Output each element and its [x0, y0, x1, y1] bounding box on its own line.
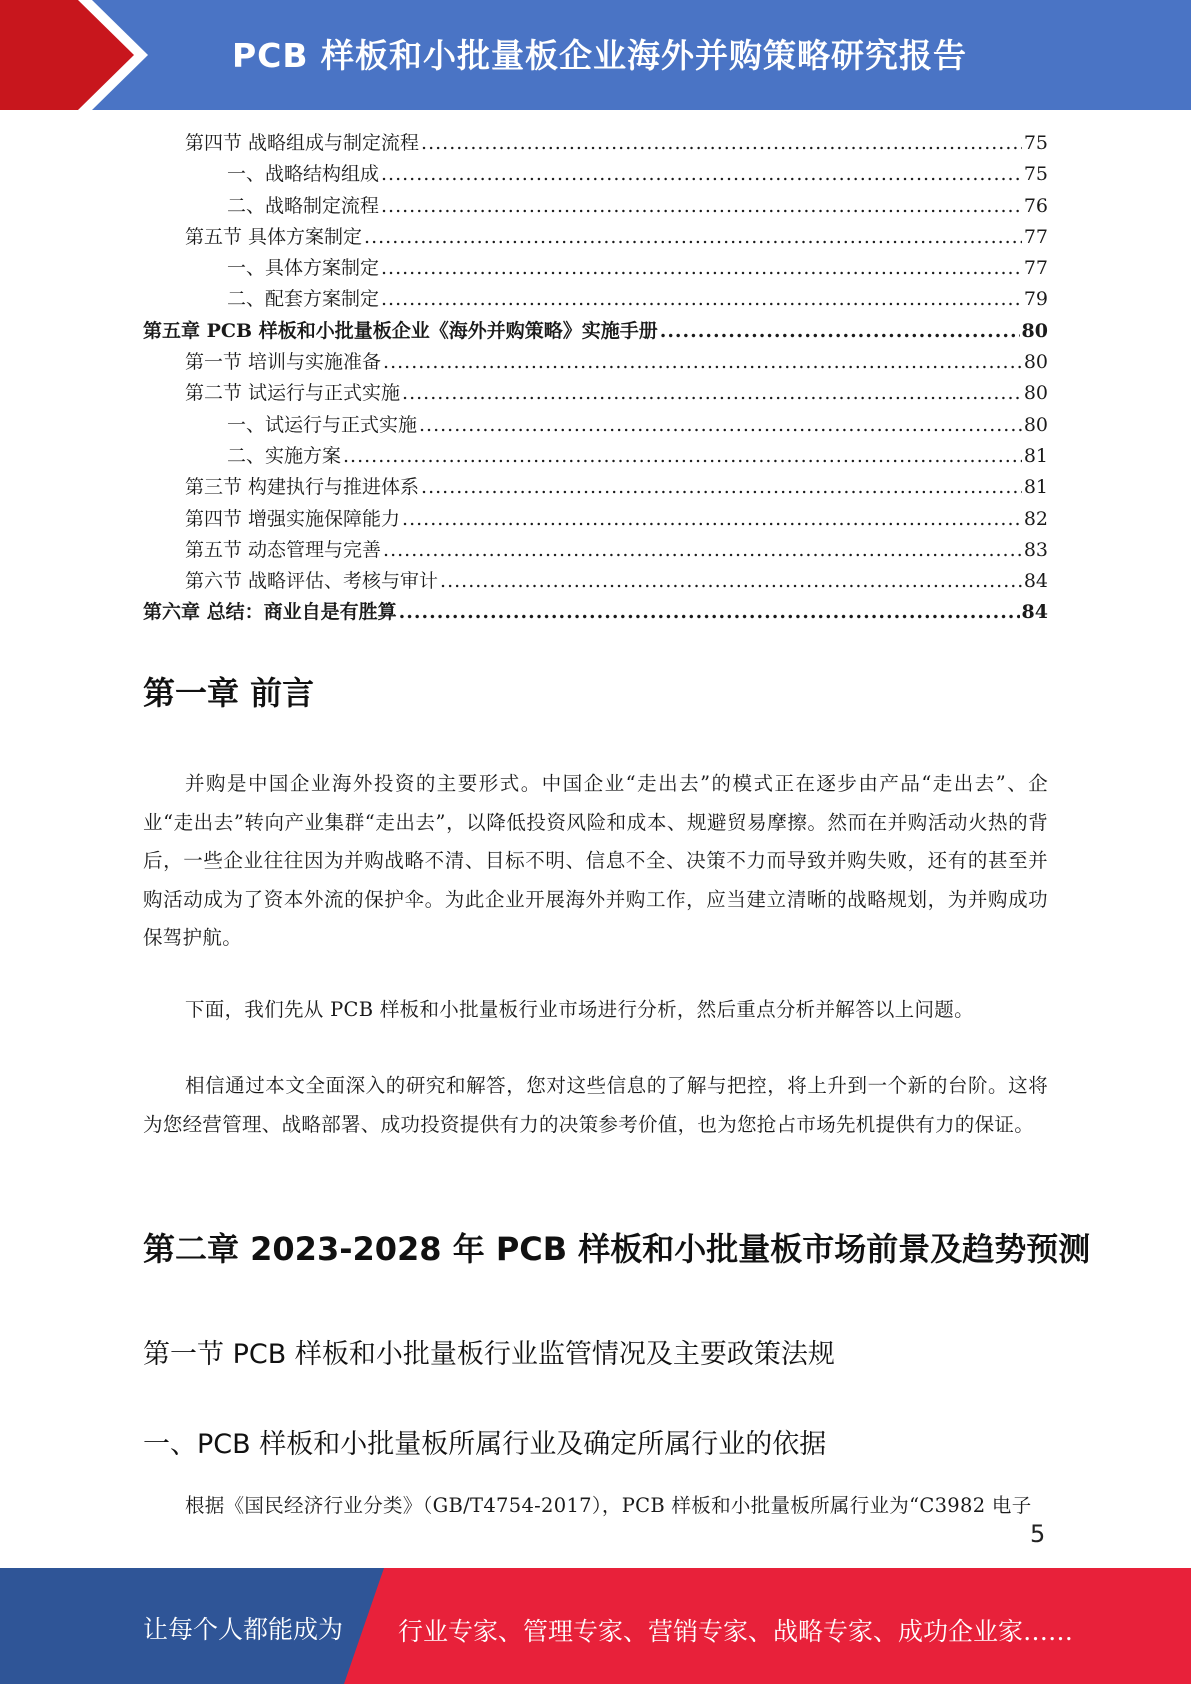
toc-dot-leader: [383, 347, 1022, 378]
toc-dot-leader: [402, 504, 1022, 535]
toc-entry-page: 75: [1023, 163, 1048, 186]
page-number: 5: [1030, 1520, 1046, 1548]
toc-dot-leader: [421, 472, 1022, 503]
toc-entry-title: 第六节 战略评估、考核与审计: [185, 570, 439, 593]
table-of-contents: [143, 128, 1048, 629]
toc-dot-leader: [419, 410, 1022, 441]
toc-dot-leader: [440, 566, 1022, 597]
footer-slogan-left: 让每个人都能成为: [143, 1615, 344, 1644]
toc-entry[interactable]: [143, 472, 1048, 503]
chapter1-paragraph-1: 并购是中国企业海外投资的主要形式。中国企业“走出去”的模式正在逐步由产品“走出去”、企业“走出去”转向产业集群“走出去”，以降低投资风险和成本、规避贸易摩擦。然而在并购活动火热的背后，一些企业往往因为并购战略不清、目标不明、信息不全、决策不力而导致并购失败，还有的甚至并购活动成为了资本外流的保护伞。为此企业开展海外并购工作，应当建立清晰的战略规划，为并购成功保驾护航。: [143, 772, 1048, 949]
toc-entry[interactable]: [143, 597, 1048, 628]
subsection1-paragraph-1: 根据《国民经济行业分类》（GB/T4754-2017），PCB 样板和小批量板所属行业为“C3982 电子: [185, 1494, 1032, 1517]
toc-entry-page: 81: [1023, 476, 1048, 499]
section1-title: 第一节 PCB 样板和小批量板行业监管情况及主要政策法规: [143, 1339, 835, 1370]
toc-entry[interactable]: [143, 535, 1048, 566]
toc-entry-page: 80: [1023, 382, 1048, 405]
toc-entry[interactable]: [143, 316, 1048, 347]
toc-entry[interactable]: [143, 159, 1048, 190]
toc-entry-title: 第四节 增强实施保障能力: [185, 507, 401, 530]
toc-entry-title: 第五节 动态管理与完善: [185, 538, 382, 561]
footer-banner: [0, 1568, 1191, 1684]
toc-entry-page: 79: [1023, 288, 1048, 311]
toc-entry-page: 77: [1023, 225, 1048, 248]
toc-entry-page: 77: [1023, 257, 1048, 280]
toc-entry[interactable]: [143, 441, 1048, 472]
toc-entry-title: 第三节 构建执行与推进体系: [185, 476, 420, 499]
toc-entry-page: 84: [1021, 601, 1048, 624]
footer-slogan-right: 行业专家、管理专家、营销专家、战略专家、成功企业家……: [398, 1617, 1074, 1646]
toc-entry[interactable]: [143, 128, 1048, 159]
header-title: PCB 样板和小批量板企业海外并购策略研究报告: [232, 36, 968, 75]
toc-entry-title: 二、实施方案: [227, 444, 342, 467]
header-banner: [0, 0, 1191, 110]
toc-entry[interactable]: [143, 253, 1048, 284]
toc-entry[interactable]: [143, 410, 1048, 441]
toc-entry[interactable]: [143, 347, 1048, 378]
chapter1-title: 第一章 前言: [143, 674, 315, 712]
toc-entry-title: 第五节 具体方案制定: [185, 225, 363, 248]
toc-entry-page: 80: [1023, 351, 1048, 374]
toc-entry-title: 一、试运行与正式实施: [227, 413, 418, 436]
toc-entry-page: 76: [1023, 194, 1048, 217]
toc-entry[interactable]: [143, 222, 1048, 253]
chapter1-paragraph-2: 下面，我们先从 PCB 样板和小批量板行业市场进行分析，然后重点分析并解答以上问题。: [185, 998, 974, 1021]
toc-entry-page: 83: [1023, 538, 1048, 561]
toc-entry-title: 第二节 试运行与正式实施: [185, 382, 401, 405]
toc-dot-leader: [364, 222, 1022, 253]
toc-entry-title: 二、战略制定流程: [227, 194, 380, 217]
toc-entry-title: 一、具体方案制定: [227, 257, 380, 280]
toc-entry-title: 第六章 总结：商业自是有胜算: [143, 601, 397, 624]
toc-dot-leader: [343, 441, 1022, 472]
toc-dot-leader: [402, 378, 1022, 409]
subsection1-title: 一、PCB 样板和小批量板所属行业及确定所属行业的依据: [143, 1429, 827, 1460]
toc-dot-leader: [421, 128, 1022, 159]
toc-entry-title: 二、配套方案制定: [227, 288, 380, 311]
toc-entry-title: 第五章 PCB 样板和小批量板企业《海外并购策略》实施手册: [143, 319, 658, 342]
toc-dot-leader: [383, 535, 1022, 566]
toc-entry-page: 80: [1021, 319, 1048, 342]
toc-entry[interactable]: [143, 378, 1048, 409]
toc-entry-page: 80: [1023, 413, 1048, 436]
toc-entry-page: 82: [1023, 507, 1048, 530]
toc-dot-leader: [381, 253, 1022, 284]
toc-entry-title: 第一节 培训与实施准备: [185, 351, 382, 374]
header-arrow-decoration: [0, 0, 160, 110]
toc-dot-leader: [660, 316, 1020, 347]
toc-entry[interactable]: [143, 504, 1048, 535]
toc-entry-page: 75: [1023, 132, 1048, 154]
chapter1-paragraph-3: 相信通过本文全面深入的研究和解答，您对这些信息的了解与把控，将上升到一个新的台阶。这将为您经营管理、战略部署、成功投资提供有力的决策参考价值，也为您抢占市场先机提供有力的保证。: [143, 1074, 1048, 1136]
toc-dot-leader: [381, 191, 1022, 222]
toc-entry-page: 84: [1023, 570, 1048, 593]
toc-entry-title: 第四节 战略组成与制定流程: [185, 132, 420, 154]
toc-entry[interactable]: [143, 191, 1048, 222]
toc-dot-leader: [381, 284, 1022, 315]
chapter2-title: 第二章 2023-2028 年 PCB 样板和小批量板市场前景及趋势预测: [143, 1230, 1091, 1268]
toc-dot-leader: [381, 159, 1022, 190]
toc-entry[interactable]: [143, 566, 1048, 597]
toc-entry-page: 81: [1023, 444, 1048, 467]
toc-dot-leader: [399, 597, 1020, 628]
toc-entry-title: 一、战略结构组成: [227, 163, 380, 186]
toc-entry[interactable]: [143, 284, 1048, 315]
